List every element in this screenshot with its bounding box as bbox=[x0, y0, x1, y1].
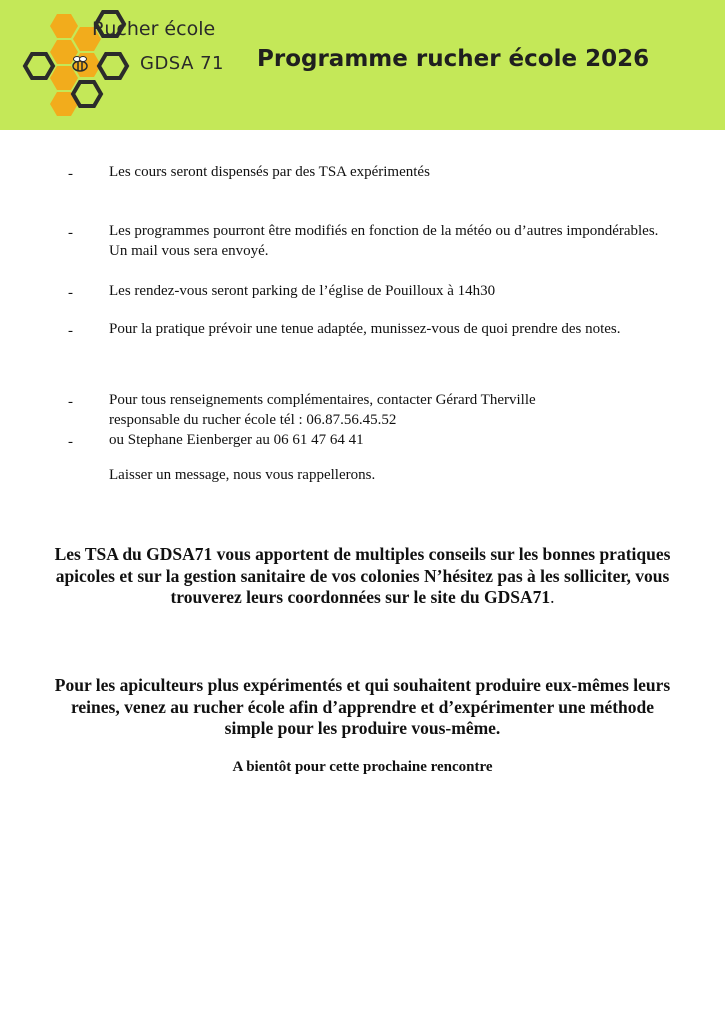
bullet-marker: - bbox=[68, 323, 73, 339]
hexagon-orange-1 bbox=[50, 14, 78, 38]
list-item: Pour la pratique prévoir une tenue adaptée, munissez-vous de quoi prendre des notes. bbox=[109, 321, 621, 337]
logo-initial-r: R bbox=[92, 18, 105, 40]
logo-text-rucher-ecole bbox=[92, 18, 215, 40]
hexagon-orange-5 bbox=[50, 66, 78, 90]
message-note: Laisser un message, nous vous rappellerons. bbox=[109, 467, 376, 483]
hexagon-outline-bottom bbox=[73, 82, 101, 106]
bullet-marker: - bbox=[68, 285, 73, 301]
logo-text-rest: ucher école bbox=[104, 18, 216, 40]
header-banner bbox=[0, 0, 725, 130]
list-item: Les programmes pourront être modifiés en fonction de la météo ou d’autres impondérables. Un mail vous sera envoyé. bbox=[109, 223, 659, 259]
hexagon-outline-right bbox=[99, 54, 127, 78]
tsa-paragraph-period: . bbox=[550, 587, 555, 607]
bullet-marker: - bbox=[68, 394, 73, 410]
experienced-paragraph: Pour les apiculteurs plus expérimentés et qui souhaitent produire eux-mêmes leurs reines, venez au rucher école afin d’apprendre et d’expérimenter une méthode simple pour les produire vous-même. bbox=[54, 675, 671, 738]
hexagon-outline-left bbox=[25, 54, 53, 78]
list-item: Pour tous renseignements complémentaires, contacter Gérard Therville responsable du rucher école tél : 06.87.56.45.52 bbox=[109, 392, 536, 428]
logo-text-gdsa: GDSA 71 bbox=[140, 53, 225, 74]
list-item: Les cours seront dispensés par des TSA expérimentés bbox=[109, 164, 430, 180]
tsa-paragraph bbox=[50, 544, 675, 609]
list-item: ou Stephane Eienberger au 06 61 47 64 41 bbox=[109, 432, 364, 448]
closing-line: A bientôt pour cette prochaine rencontre bbox=[232, 759, 493, 775]
page-title: Programme rucher école 2026 bbox=[257, 46, 650, 72]
bullet-marker: - bbox=[68, 225, 73, 241]
list-item: Les rendez-vous seront parking de l’église de Pouilloux à 14h30 bbox=[109, 283, 496, 299]
bee-icon bbox=[73, 57, 87, 72]
bullet-marker: - bbox=[68, 166, 73, 182]
bullet-marker: - bbox=[68, 434, 73, 450]
tsa-paragraph-text: Les TSA du GDSA71 vous apportent de multiples conseils sur les bonnes pratiques apicoles et sur la gestion sanitaire de vos colonies N’hésitez pas à les solliciter, vous trouverez leurs coordonnées sur le site du GDSA71 bbox=[54, 544, 671, 607]
